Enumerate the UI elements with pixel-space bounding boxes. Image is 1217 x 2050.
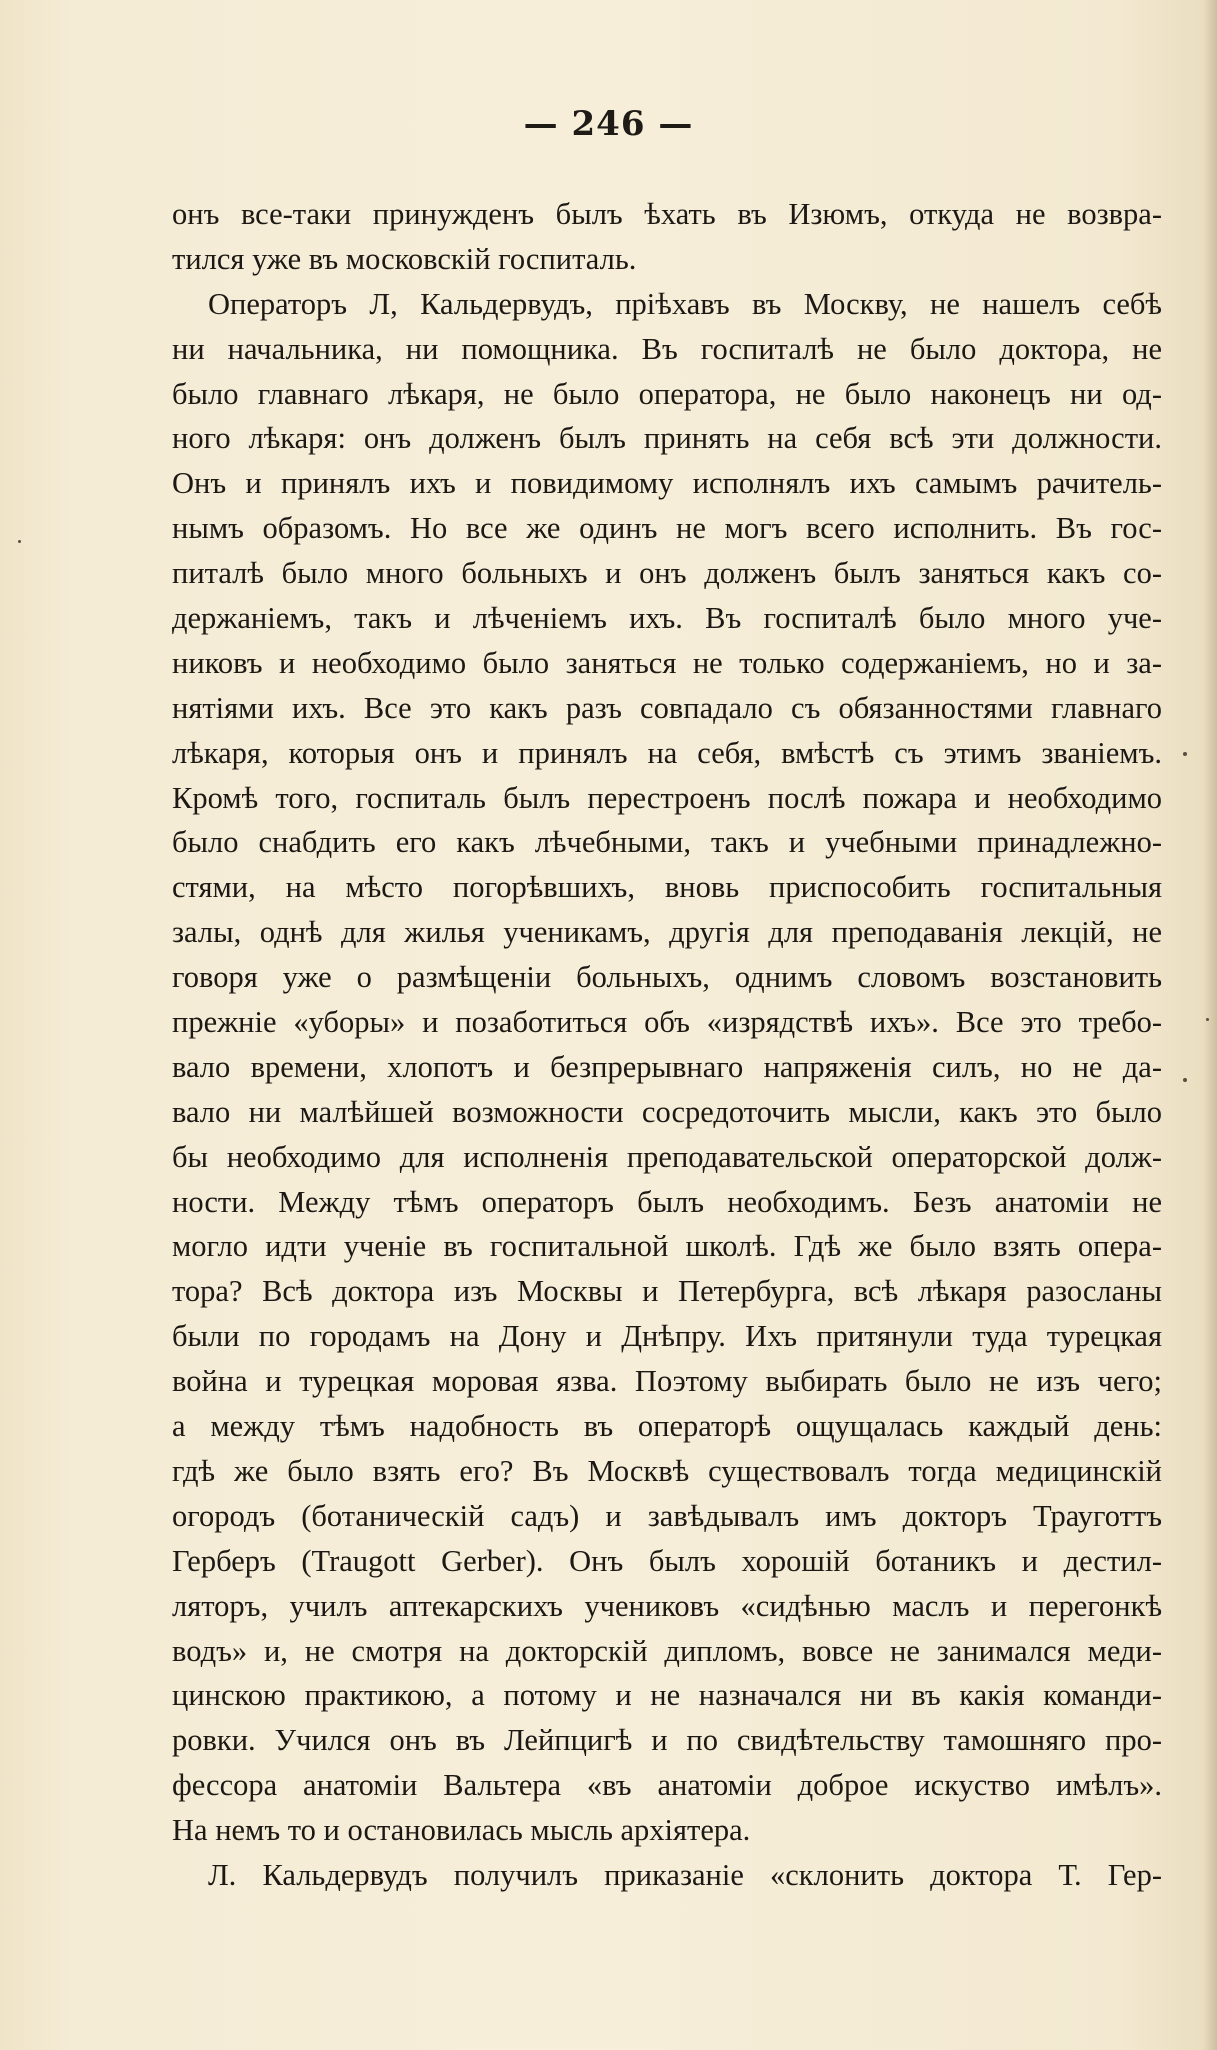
text-line: были по городамъ на Дону и Днѣпру. Ихъ притянули туда турецкая bbox=[172, 1319, 1162, 1354]
paragraph-first-line: Л. Кальдервудъ получилъ приказаніе «склонить доктора Т. Гер- bbox=[208, 1857, 1162, 1892]
text-line: ности. Между тѣмъ операторъ былъ необходимъ. Безъ анатоміи не bbox=[172, 1184, 1162, 1219]
text-line: цинскою практикою, а потому и не назначался ни въ какія команди- bbox=[172, 1678, 1162, 1713]
body-text bbox=[172, 192, 1162, 1898]
text-line: было главнаго лѣкаря, не было оператора, не было наконецъ ни од- bbox=[172, 376, 1162, 411]
text-line: Онъ и принялъ ихъ и повидимому исполнялъ ихъ самымъ рачитель- bbox=[172, 466, 1162, 501]
text-line: вало времени, хлопотъ и безпрерывнаго напряженія силъ, но не да- bbox=[172, 1049, 1162, 1084]
text-line: могло идти ученіе въ госпитальной школѣ. Гдѣ же было взять опера- bbox=[172, 1229, 1162, 1264]
print-speck bbox=[1206, 1018, 1209, 1021]
text-line: было снабдить его какъ лѣчебными, такъ и учебными принадлежно- bbox=[172, 825, 1162, 860]
page-edge-shadow bbox=[1203, 0, 1217, 2050]
print-speck bbox=[18, 540, 21, 543]
text-line: прежніе «уборы» и позаботиться объ «изрядствѣ ихъ». Все это требо- bbox=[172, 1005, 1162, 1040]
text-line: огородъ (ботаническій садъ) и завѣдывалъ имъ докторъ Трауготтъ bbox=[172, 1498, 1162, 1533]
text-line: а между тѣмъ надобность въ операторѣ ощущалась каждый день: bbox=[172, 1409, 1162, 1444]
print-speck bbox=[1183, 752, 1187, 756]
paragraph-first-line: Операторъ Л, Кальдервудъ, пріѣхавъ въ Москву, не нашелъ себѣ bbox=[208, 286, 1162, 321]
text-line: Кромѣ того, госпиталь былъ перестроенъ послѣ пожара и необходимо bbox=[172, 780, 1162, 815]
text-line: гдѣ же было взять его? Въ Москвѣ существовалъ тогда медицинскій bbox=[172, 1453, 1162, 1488]
text-line: тился уже въ московскій госпиталь. bbox=[172, 241, 637, 276]
page-number: — 246 — bbox=[523, 104, 694, 144]
text-line: бы необходимо для исполненія преподавательской операторской долж- bbox=[172, 1139, 1162, 1174]
text-line: ровки. Учился онъ въ Лейпцигѣ и по свидѣтельству тамошняго про- bbox=[172, 1723, 1162, 1758]
text-line: онъ все-таки принужденъ былъ ѣхать въ Изюмъ, откуда не возвра- bbox=[172, 197, 1162, 231]
text-line: фессора анатоміи Вальтера «въ анатоміи доброе искуство имѣлъ». bbox=[172, 1768, 1162, 1803]
text-line: держаніемъ, такъ и лѣченіемъ ихъ. Въ госпиталѣ было много уче- bbox=[172, 601, 1162, 636]
print-speck bbox=[1183, 1078, 1187, 1082]
text-line: стями, на мѣсто погорѣвшихъ, вновь приспособить госпитальныя bbox=[172, 870, 1162, 905]
text-line: нятіями ихъ. Все это какъ разъ совпадало съ обязанностями главнаго bbox=[172, 690, 1162, 725]
text-line: залы, однѣ для жилья ученикамъ, другія для преподаванія лекцій, не bbox=[172, 915, 1162, 950]
text-line: Герберъ (Traugott Gerber). Онъ былъ хорошій ботаникъ и дестил- bbox=[172, 1543, 1162, 1578]
text-line: лѣкаря, которыя онъ и принялъ на себя, вмѣстѣ съ этимъ званіемъ. bbox=[172, 735, 1162, 770]
text-line: ляторъ, училъ аптекарскихъ учениковъ «сидѣнью маслъ и перегонкѣ bbox=[172, 1588, 1162, 1623]
text-line: ного лѣкаря: онъ долженъ былъ принять на себя всѣ эти должности. bbox=[172, 421, 1162, 456]
text-line: питалѣ было много больныхъ и онъ долженъ былъ заняться какъ со- bbox=[172, 556, 1162, 591]
text-line: никовъ и необходимо было заняться не только содержаніемъ, но и за- bbox=[172, 645, 1162, 680]
text-line: На немъ то и остановилась мысль архіятера. bbox=[172, 1813, 751, 1848]
text-line: война и турецкая моровая язва. Поэтому выбирать было не изъ чего; bbox=[172, 1364, 1162, 1399]
text-line: водъ» и, не смотря на докторскій дипломъ, вовсе не занимался меди- bbox=[172, 1633, 1162, 1668]
text-line: тора? Всѣ доктора изъ Москвы и Петербурга, всѣ лѣкаря разосланы bbox=[172, 1274, 1162, 1309]
text-line: нымъ образомъ. Но все же одинъ не могъ всего исполнить. Въ гос- bbox=[172, 511, 1162, 546]
text-line: ни начальника, ни помощника. Въ госпиталѣ не было доктора, не bbox=[172, 331, 1162, 366]
text-line: говоря уже о размѣщеніи больныхъ, однимъ словомъ возстановить bbox=[172, 960, 1162, 995]
text-line: вало ни малѣйшей возможности сосредоточить мысли, какъ это было bbox=[172, 1094, 1162, 1129]
